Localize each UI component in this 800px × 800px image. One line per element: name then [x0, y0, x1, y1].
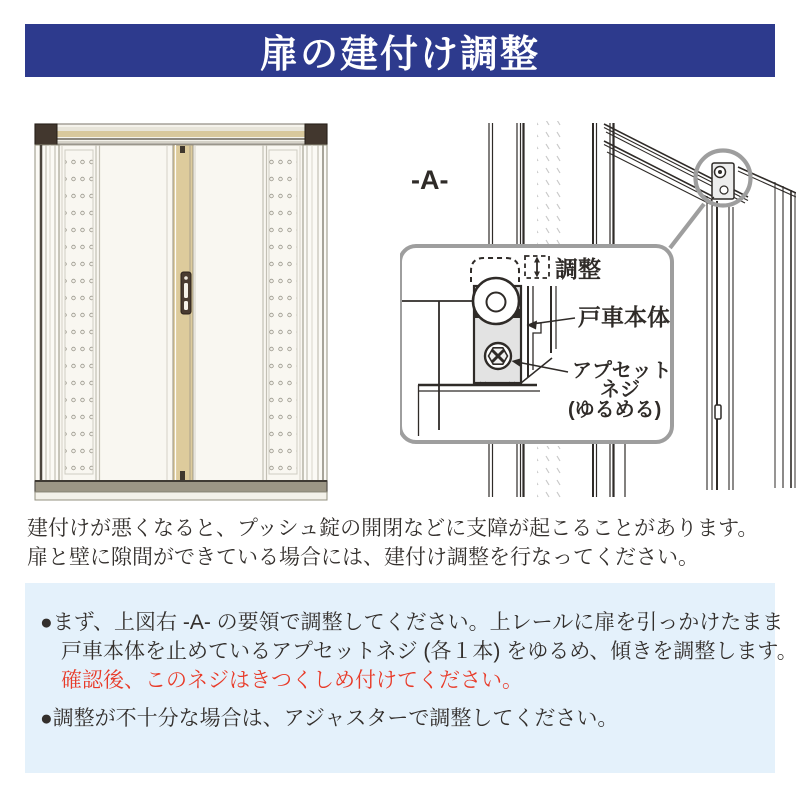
note-item1-line1: ●まず、上図右 -A- の要領で調整してください。上レールに扉を引っかけたまま [40, 611, 784, 634]
note-item2: ●調整が不十分な場合は、アジャスターで調整してください。 [40, 707, 619, 730]
callout-label-roller-body: 戸車本体 [578, 304, 670, 330]
door-front-illustration [33, 120, 329, 501]
roller-axle [487, 293, 506, 312]
intro-line-1: 建付けが悪くなると、プッシュ錠の開閉などに支障が起こることがあります。 [27, 517, 759, 540]
perforation-ticks-top [537, 121, 563, 246]
intro-line-2: 扉と壁に隙間ができている場合には、建付け調整を行なってください。 [27, 546, 699, 569]
figure-label-a: -A- [411, 165, 449, 195]
callout-upset-screw [485, 343, 511, 369]
door-left-jamb [35, 145, 59, 481]
callout-label-screw-2: ネジ [600, 379, 640, 401]
iso-right-stile [707, 182, 795, 490]
callout-box [400, 246, 672, 442]
door-center-stile [173, 145, 193, 481]
callout-label-adjust: 調整 [555, 256, 601, 282]
adjustment-diagram [400, 105, 796, 505]
magnifier-connector-line [670, 204, 704, 248]
note-item1-line2: 戸車本体を止めているアプセットネジ (各１本) をゆるめ、傾きを調整します。 [61, 640, 798, 663]
note-item1-warning: 確認後、このネジはきつくしめ付けてください。 [61, 669, 523, 692]
rail-end-cap-left [35, 124, 57, 145]
bullet-icon: ● [40, 707, 53, 730]
page-title [25, 24, 775, 77]
notes-box [25, 583, 798, 773]
perforation-ticks-bottom [537, 446, 563, 498]
callout-label-screw-3: (ゆるめる) [568, 399, 662, 421]
door-right-jamb [303, 145, 327, 481]
bullet-icon: ● [40, 611, 53, 634]
rail-end-cap-right [305, 124, 327, 145]
page-title-text: 扉の建付け調整 [259, 34, 540, 76]
intro-paragraph [27, 514, 787, 572]
door-bottom-sill [35, 481, 327, 500]
stile-latch-detail [715, 405, 721, 419]
door-handle-lock [181, 272, 191, 314]
door-top-rail [35, 124, 327, 145]
callout-label-screw-1: アプセット [572, 360, 672, 382]
corner-roller-bracket [711, 163, 734, 206]
